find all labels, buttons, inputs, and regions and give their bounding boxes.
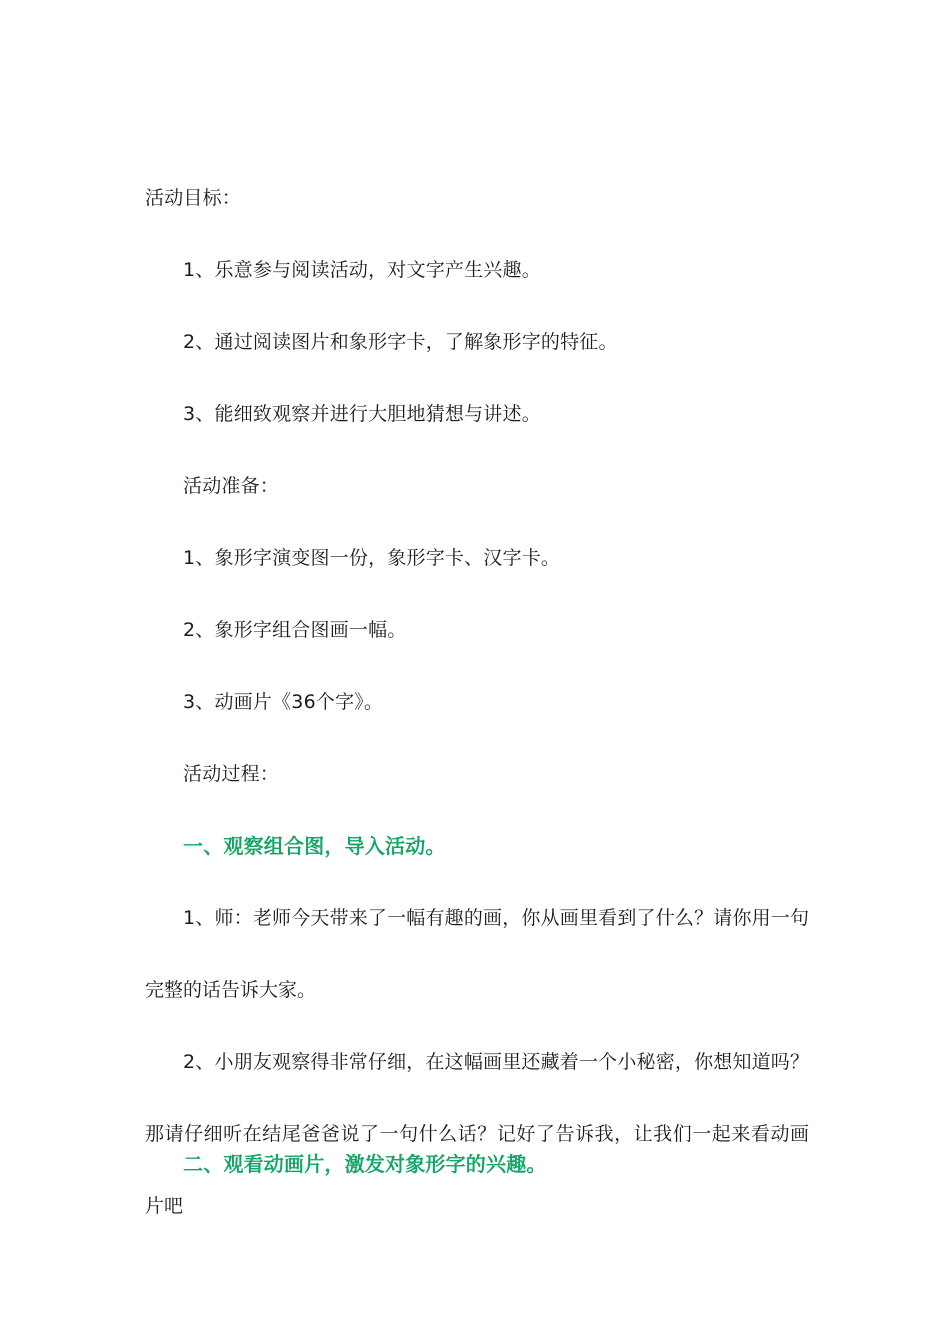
- prep-title: 活动准备：: [183, 475, 280, 497]
- paragraph-2: 2、小朋友观察得非常仔细，在这幅画里还藏着一个小秘密，你想知道吗？那请仔细听在结尾爸爸说了一句什么话？记好了告诉我，让我们一起来看动画片吧: [145, 1051, 809, 1217]
- goal-item-3: 3、能细致观察并进行大胆地猜想与讲述。: [183, 403, 541, 425]
- prep-item-2: 2、象形字组合图画一幅。: [183, 619, 407, 641]
- goal-item-1: 1、乐意参与阅读活动，对文字产生兴趣。: [183, 259, 541, 281]
- goal-title: 活动目标：: [145, 187, 242, 209]
- prep-item-3: 3、动画片《36个字》。: [183, 691, 384, 713]
- section-heading-1: 一、观察组合图，导入活动。: [183, 834, 446, 858]
- goal-item-2: 2、通过阅读图片和象形字卡，了解象形字的特征。: [183, 331, 618, 353]
- process-title: 活动过程：: [183, 763, 280, 785]
- prep-item-1: 1、象形字演变图一份，象形字卡、汉字卡。: [183, 547, 561, 569]
- section-heading-2: 二、观看动画片，激发对象形字的兴趣。: [183, 1152, 547, 1176]
- paragraph-1: 1、师：老师今天带来了一幅有趣的画，你从画里看到了什么？请你用一句完整的话告诉大家。: [145, 907, 809, 1001]
